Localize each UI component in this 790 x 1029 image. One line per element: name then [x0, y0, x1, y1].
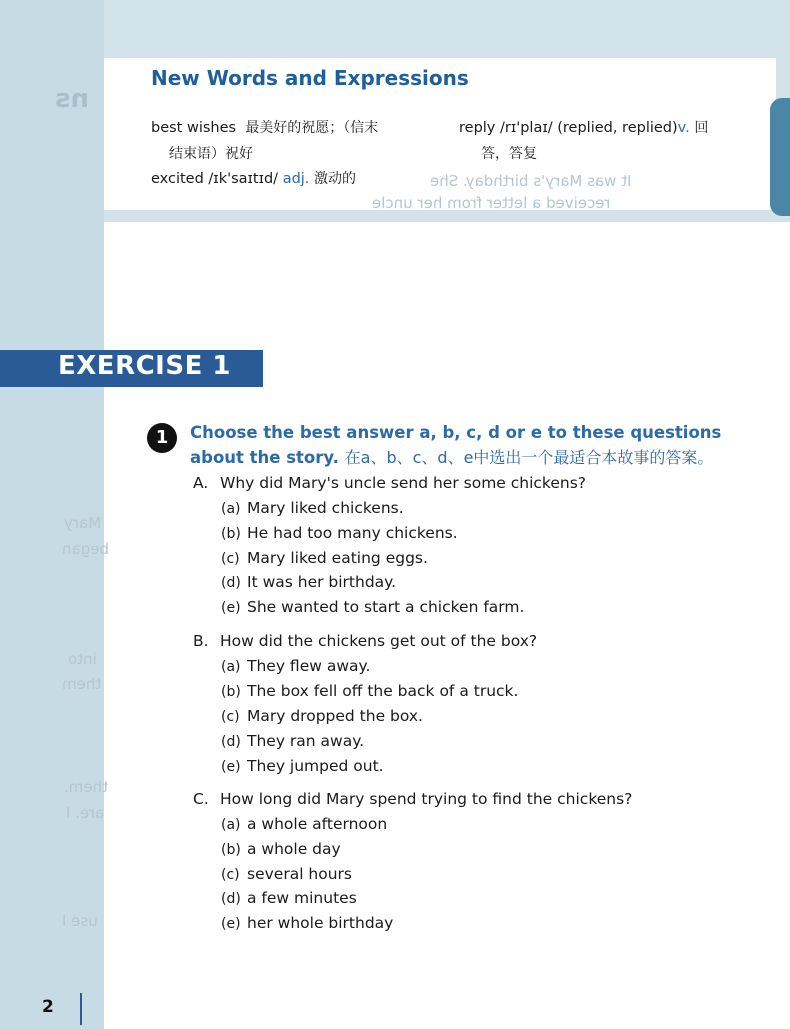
- vocab-entry: [459, 116, 708, 140]
- option-label: (e): [221, 916, 241, 932]
- option-text: The box fell off the back of a truck.: [247, 682, 519, 700]
- option-text: a few minutes: [247, 889, 357, 907]
- answer-option: [221, 573, 396, 591]
- option-label: (e): [221, 759, 241, 775]
- bleed-through-text: It was Mary's birthday. She: [430, 172, 632, 190]
- question-letter: B.: [193, 632, 209, 650]
- bleed-through-text: received a letter from her uncle: [372, 194, 611, 212]
- section-title: New Words and Expressions: [151, 66, 469, 90]
- bleed-through-text: them: [62, 675, 102, 693]
- answer-option: [221, 732, 364, 750]
- exercise-instruction: [190, 420, 750, 470]
- page-edge-tab: [770, 98, 790, 216]
- answer-option: [221, 889, 357, 907]
- option-label: (c): [221, 709, 240, 725]
- option-text: They ran away.: [247, 732, 365, 750]
- option-text: They flew away.: [247, 657, 371, 675]
- bleed-through-text: began: [62, 540, 109, 558]
- question-letter: C.: [193, 790, 209, 808]
- answer-option: [221, 598, 524, 616]
- vocab-meaning-cont: [169, 142, 253, 166]
- question-text: How long did Mary spend trying to find the chickens?: [220, 790, 633, 808]
- option-label: (b): [221, 842, 241, 858]
- vocab-pos: v.: [677, 120, 690, 136]
- option-text: She wanted to start a chicken farm.: [247, 598, 525, 616]
- instruction-english: Choose the best answer a, b, c, d or e to these questions about the story.: [190, 423, 722, 467]
- option-label: (b): [221, 526, 241, 542]
- bleed-through-text: are. I: [66, 804, 105, 822]
- vocab-meaning: 激动的: [314, 171, 357, 187]
- vocab-pos: adj.: [282, 171, 310, 187]
- answer-option: [221, 524, 458, 542]
- option-label: (a): [221, 659, 241, 675]
- bleed-through-text: ns: [55, 84, 89, 114]
- instruction-chinese: 在a、b、c、d、e中选出一个最适合本故事的答案。: [344, 448, 714, 467]
- answer-option: [221, 757, 384, 775]
- vocab-meaning: 答，答复: [481, 146, 537, 162]
- option-label: (a): [221, 501, 241, 517]
- question: [193, 474, 586, 492]
- option-text: He had too many chickens.: [247, 524, 458, 542]
- bleed-through-text: Mary: [64, 514, 102, 532]
- question-letter: A.: [193, 474, 209, 492]
- option-text: her whole birthday: [247, 914, 394, 932]
- vocab-word: best wishes: [151, 120, 237, 136]
- bleed-through-text: into: [68, 650, 97, 668]
- option-label: (d): [221, 891, 241, 907]
- vocab-phonetic: /rɪ'plaɪ/: [500, 120, 553, 136]
- page-number-rule: [80, 993, 82, 1025]
- vocab-phonetic: /ɪk'saɪtɪd/: [208, 171, 279, 187]
- option-text: It was her birthday.: [247, 573, 397, 591]
- vocab-meaning: 回: [694, 120, 709, 136]
- option-text: Mary liked chickens.: [247, 499, 404, 517]
- option-text: Mary dropped the box.: [247, 707, 423, 725]
- option-label: (a): [221, 817, 241, 833]
- question-number-badge: 1: [147, 423, 177, 453]
- option-text: several hours: [247, 865, 353, 883]
- exercise-title: EXERCISE 1: [58, 351, 231, 381]
- question-text: How did the chickens get out of the box?: [220, 632, 538, 650]
- vocab-meaning-cont: [481, 142, 537, 166]
- vocab-forms: (replied, replied): [557, 120, 678, 136]
- question: [193, 790, 632, 808]
- option-label: (e): [221, 600, 241, 616]
- answer-option: [221, 549, 428, 567]
- option-text: a whole day: [247, 840, 341, 858]
- vocab-word: excited: [151, 171, 204, 187]
- option-text: a whole afternoon: [247, 815, 388, 833]
- vocab-meaning: 最美好的祝愿；（信末: [245, 120, 379, 136]
- option-text: Mary liked eating eggs.: [247, 549, 428, 567]
- answer-option: [221, 840, 341, 858]
- vocab-word: reply: [459, 120, 496, 136]
- question: [193, 632, 537, 650]
- answer-option: [221, 499, 404, 517]
- answer-option: [221, 707, 423, 725]
- option-label: (d): [221, 575, 241, 591]
- answer-option: [221, 865, 352, 883]
- answer-option: [221, 815, 387, 833]
- option-label: (b): [221, 684, 241, 700]
- option-text: They jumped out.: [247, 757, 384, 775]
- bleed-through-text: use I: [62, 912, 98, 930]
- answer-option: [221, 682, 518, 700]
- vocab-entry: [151, 116, 378, 140]
- option-label: (d): [221, 734, 241, 750]
- vocab-entry: [151, 167, 356, 191]
- vocab-meaning: 结束语）祝好: [169, 146, 253, 162]
- page-number: 2: [42, 997, 54, 1017]
- question-text: Why did Mary's uncle send her some chickens?: [220, 474, 587, 492]
- bleed-through-text: them.: [64, 778, 108, 796]
- answer-option: [221, 914, 393, 932]
- answer-option: [221, 657, 370, 675]
- option-label: (c): [221, 551, 240, 567]
- option-label: (c): [221, 867, 240, 883]
